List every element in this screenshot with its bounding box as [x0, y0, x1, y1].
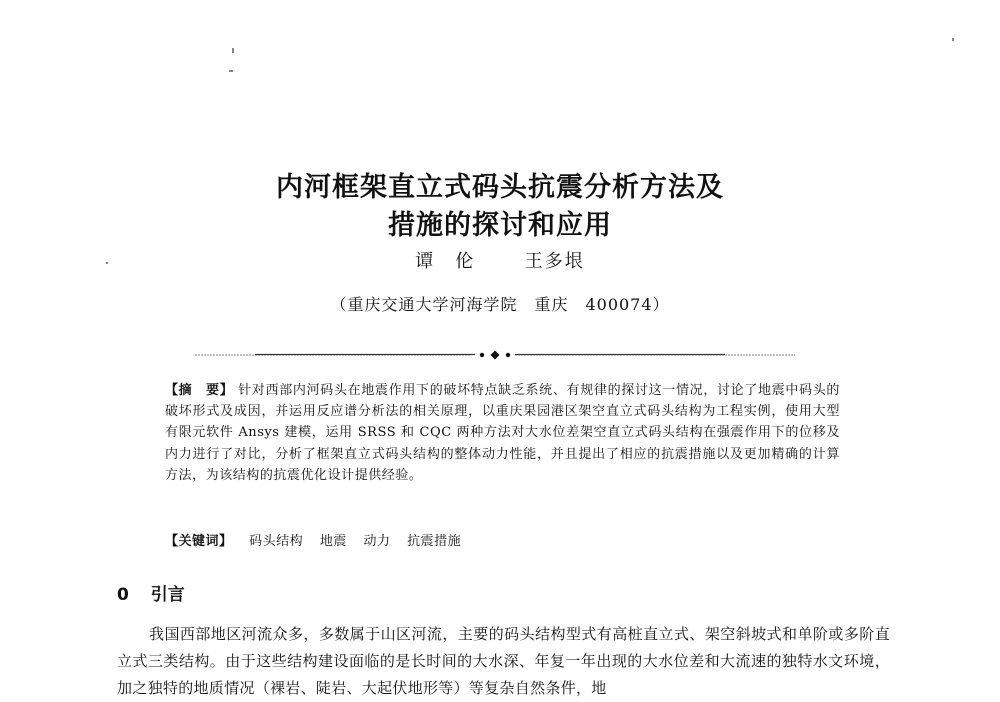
keywords-label: 【关键词】: [165, 534, 233, 549]
keyword: 地震: [319, 534, 347, 549]
section-title: 引言: [150, 585, 185, 605]
section-divider: [195, 349, 795, 361]
section-heading: [117, 580, 185, 605]
abstract: [165, 380, 840, 486]
scan-speck: [229, 70, 233, 72]
section-number: 0: [117, 585, 129, 605]
scan-speck: [952, 38, 954, 41]
author-name: 谭 伦: [415, 251, 476, 272]
keyword: 码头结构: [249, 534, 304, 549]
author-name: 王多垠: [524, 251, 585, 272]
author-list: [0, 247, 1000, 273]
paper-title-line-1: 内河框架直立式码头抗震分析方法及: [276, 172, 724, 203]
scan-speck: [232, 48, 234, 53]
paper-title-line-2: 措施的探讨和应用: [388, 210, 612, 241]
abstract-text: 针对西部内河码头在地震作用下的破坏特点缺乏系统、有规律的探讨这一情况，讨论了地震中码头的破坏形式及成因，并运用反应谱分析法的相关原理，以重庆果园港区架空直立式码头结构为工程实例，使用大型有限元软件 Ansys 建模，运用 SRSS 和 CQC 两种方法对大水位差架空直立式码头结构在强震作用下的位移及内力进行了对比，分析了框架直立式码头结构的整体动力性能，并且提出了相应的抗震措施以及更加精确的计算方法，为该结构的抗震优化设计提供经验。: [165, 383, 840, 483]
keywords: [165, 530, 840, 549]
keyword: 动力: [363, 534, 391, 549]
abstract-label: 【摘 要】: [165, 383, 234, 398]
author-affiliation: （重庆交通大学河海学院 重庆 400074）: [330, 295, 670, 314]
body-paragraph: 我国西部地区河流众多，多数属于山区河流，主要的码头结构型式有高桩直立式、架空斜坡式和单阶或多阶直立式三类结构。由于这些结构建设面临的是长时间的大水深、年复一年出现的大水位差和大流速的独特水文环境，加之独特的地质情况（裸岩、陡岩、大起伏地形等）等复杂自然条件，地: [117, 625, 890, 697]
keyword: 抗震措施: [407, 534, 462, 549]
